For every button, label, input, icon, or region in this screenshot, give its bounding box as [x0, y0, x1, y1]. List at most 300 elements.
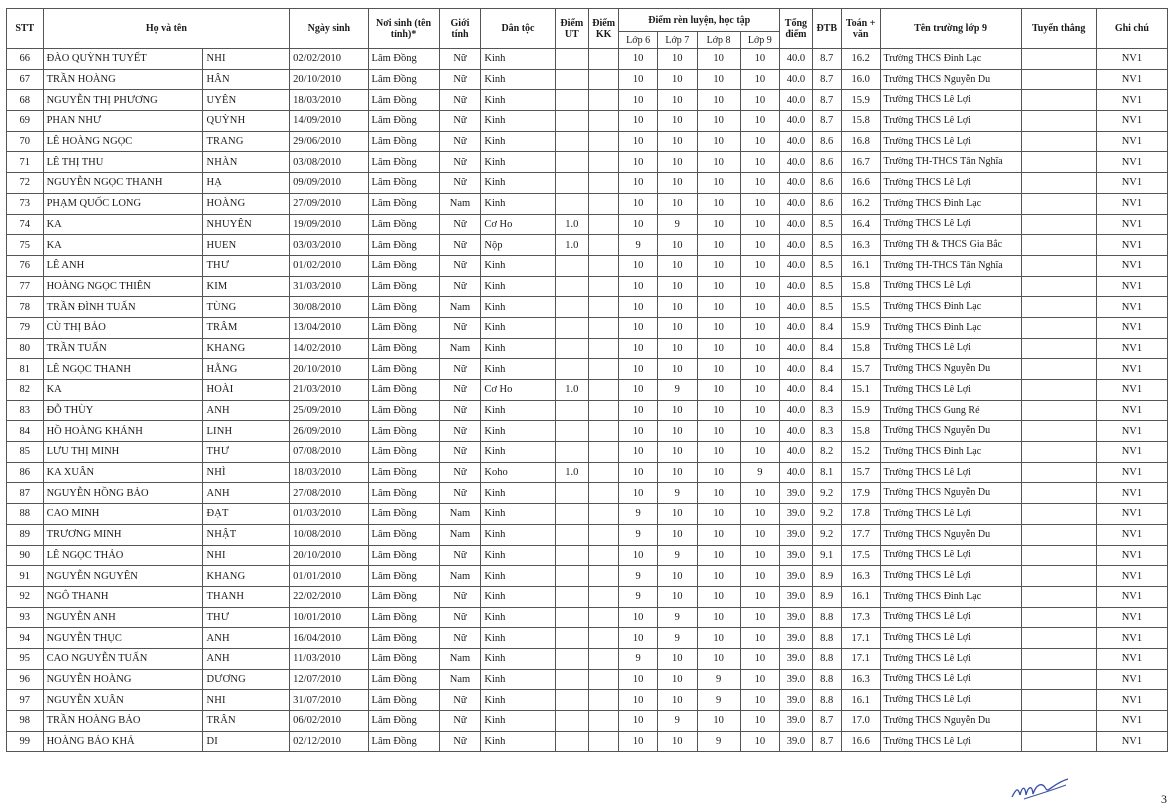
grade6-score: 10	[619, 297, 658, 318]
birthplace: Lâm Đồng	[368, 90, 439, 111]
ethnicity: Kinh	[481, 586, 555, 607]
math-literature-score: 17.8	[841, 504, 880, 525]
grade7-score: 10	[657, 421, 697, 442]
total-score: 40.0	[780, 173, 812, 194]
birthplace: Lâm Đồng	[368, 504, 439, 525]
total-score: 40.0	[780, 462, 812, 483]
direct-admission	[1021, 607, 1096, 628]
grade6-score: 10	[619, 338, 658, 359]
grade6-score: 10	[619, 690, 658, 711]
grade6-score: 10	[619, 193, 658, 214]
given-name: HẰNG	[203, 359, 290, 380]
gender: Nữ	[439, 380, 481, 401]
bonus-points	[589, 111, 619, 132]
grade6-score: 10	[619, 731, 658, 752]
direct-admission	[1021, 524, 1096, 545]
total-score: 40.0	[780, 90, 812, 111]
grade8-score: 10	[697, 380, 740, 401]
note: NV1	[1096, 628, 1167, 649]
bonus-points	[589, 235, 619, 256]
date-of-birth: 21/03/2010	[290, 380, 368, 401]
row-number: 73	[7, 193, 44, 214]
ethnicity: Kinh	[481, 669, 555, 690]
last-name: NGUYỄN HỒNG BẢO	[43, 483, 203, 504]
given-name: TRÂN	[203, 711, 290, 732]
ethnicity: Koho	[481, 462, 555, 483]
average-score: 8.8	[812, 648, 841, 669]
math-literature-score: 15.9	[841, 90, 880, 111]
grade8-score: 10	[697, 276, 740, 297]
grade8-score: 10	[697, 400, 740, 421]
grade7-score: 10	[657, 669, 697, 690]
grade8-score: 10	[697, 152, 740, 173]
priority-points	[555, 648, 588, 669]
total-score: 40.0	[780, 255, 812, 276]
priority-points	[555, 338, 588, 359]
date-of-birth: 25/09/2010	[290, 400, 368, 421]
grade8-score: 10	[697, 359, 740, 380]
grade7-score: 10	[657, 359, 697, 380]
direct-admission	[1021, 648, 1096, 669]
table-row	[7, 400, 1168, 421]
table-row	[7, 338, 1168, 359]
row-number: 67	[7, 69, 44, 90]
last-name: TRẦN ĐÌNH TUẤN	[43, 297, 203, 318]
math-literature-score: 17.3	[841, 607, 880, 628]
signature-mark	[1010, 775, 1070, 803]
grade7-score: 9	[657, 214, 697, 235]
school-name: Trường THCS Lê Lợi	[880, 173, 1021, 194]
bonus-points	[589, 607, 619, 628]
ethnicity: Kinh	[481, 628, 555, 649]
math-literature-score: 15.9	[841, 400, 880, 421]
bonus-points	[589, 90, 619, 111]
table-row	[7, 111, 1168, 132]
ethnicity: Kinh	[481, 648, 555, 669]
birthplace: Lâm Đồng	[368, 731, 439, 752]
given-name: DI	[203, 731, 290, 752]
table-row	[7, 131, 1168, 152]
row-number: 79	[7, 317, 44, 338]
row-number: 93	[7, 607, 44, 628]
last-name: HOÀNG BẢO KHẢ	[43, 731, 203, 752]
birthplace: Lâm Đồng	[368, 276, 439, 297]
average-score: 8.3	[812, 421, 841, 442]
note: NV1	[1096, 69, 1167, 90]
school-name: Trường THCS Lê Lợi	[880, 669, 1021, 690]
row-number: 96	[7, 669, 44, 690]
note: NV1	[1096, 731, 1167, 752]
given-name: HOÀI	[203, 380, 290, 401]
grade6-score: 10	[619, 111, 658, 132]
row-number: 77	[7, 276, 44, 297]
grade8-score: 10	[697, 173, 740, 194]
ethnicity: Kinh	[481, 545, 555, 566]
birthplace: Lâm Đồng	[368, 297, 439, 318]
last-name: NGUYỄN NGUYÊN	[43, 566, 203, 587]
priority-points	[555, 317, 588, 338]
birthplace: Lâm Đồng	[368, 648, 439, 669]
grade8-score: 10	[697, 193, 740, 214]
birthplace: Lâm Đồng	[368, 462, 439, 483]
grade6-score: 9	[619, 586, 658, 607]
priority-points	[555, 566, 588, 587]
grade6-score: 10	[619, 173, 658, 194]
birthplace: Lâm Đồng	[368, 317, 439, 338]
table-row	[7, 380, 1168, 401]
average-score: 8.4	[812, 359, 841, 380]
direct-admission	[1021, 338, 1096, 359]
grade8-score: 10	[697, 214, 740, 235]
math-literature-score: 16.3	[841, 669, 880, 690]
row-number: 70	[7, 131, 44, 152]
table-row	[7, 607, 1168, 628]
average-score: 8.8	[812, 690, 841, 711]
average-score: 8.4	[812, 380, 841, 401]
average-score: 9.2	[812, 483, 841, 504]
math-literature-score: 17.1	[841, 648, 880, 669]
bonus-points	[589, 690, 619, 711]
grade9-score: 10	[740, 524, 780, 545]
row-number: 83	[7, 400, 44, 421]
gender: Nam	[439, 504, 481, 525]
grade6-score: 9	[619, 524, 658, 545]
note: NV1	[1096, 152, 1167, 173]
row-number: 74	[7, 214, 44, 235]
total-score: 39.0	[780, 669, 812, 690]
given-name: HẠ	[203, 173, 290, 194]
bonus-points	[589, 545, 619, 566]
date-of-birth: 27/09/2010	[290, 193, 368, 214]
ethnicity: Kinh	[481, 607, 555, 628]
birthplace: Lâm Đồng	[368, 193, 439, 214]
ethnicity: Kinh	[481, 566, 555, 587]
given-name: NHẬT	[203, 524, 290, 545]
grade8-score: 10	[697, 317, 740, 338]
table-row	[7, 152, 1168, 173]
grade9-score: 10	[740, 421, 780, 442]
grade7-score: 10	[657, 49, 697, 70]
priority-points	[555, 255, 588, 276]
ethnicity: Kinh	[481, 69, 555, 90]
gender: Nữ	[439, 628, 481, 649]
grade9-score: 10	[740, 235, 780, 256]
math-literature-score: 16.4	[841, 214, 880, 235]
last-name: HỒ HOÀNG KHÁNH	[43, 421, 203, 442]
date-of-birth: 31/03/2010	[290, 276, 368, 297]
note: NV1	[1096, 173, 1167, 194]
given-name: ANH	[203, 628, 290, 649]
grade8-score: 10	[697, 69, 740, 90]
average-score: 8.9	[812, 566, 841, 587]
total-score: 40.0	[780, 297, 812, 318]
grade6-score: 10	[619, 669, 658, 690]
ethnicity: Kinh	[481, 421, 555, 442]
total-score: 39.0	[780, 483, 812, 504]
last-name: ĐÀO QUỲNH TUYẾT	[43, 49, 203, 70]
bonus-points	[589, 131, 619, 152]
last-name: CÙ THỊ BẢO	[43, 317, 203, 338]
average-score: 8.5	[812, 214, 841, 235]
grade8-score: 10	[697, 504, 740, 525]
grade8-score: 10	[697, 524, 740, 545]
note: NV1	[1096, 90, 1167, 111]
row-number: 69	[7, 111, 44, 132]
grade6-score: 10	[619, 442, 658, 463]
priority-points	[555, 690, 588, 711]
direct-admission	[1021, 462, 1096, 483]
school-name: Trường THCS Lê Lợi	[880, 131, 1021, 152]
direct-admission	[1021, 131, 1096, 152]
grade7-score: 10	[657, 317, 697, 338]
direct-admission	[1021, 421, 1096, 442]
math-literature-score: 16.6	[841, 731, 880, 752]
direct-admission	[1021, 690, 1096, 711]
header-gender: Giới tính	[439, 9, 481, 49]
total-score: 40.0	[780, 400, 812, 421]
grade9-score: 10	[740, 545, 780, 566]
school-name: Trường THCS Nguyễn Du	[880, 483, 1021, 504]
bonus-points	[589, 628, 619, 649]
grade9-score: 9	[740, 462, 780, 483]
bonus-points	[589, 524, 619, 545]
bonus-points	[589, 566, 619, 587]
row-number: 89	[7, 524, 44, 545]
gender: Nữ	[439, 359, 481, 380]
ethnicity: Kinh	[481, 131, 555, 152]
grade9-score: 10	[740, 504, 780, 525]
row-number: 66	[7, 49, 44, 70]
direct-admission	[1021, 380, 1096, 401]
gender: Nữ	[439, 607, 481, 628]
birthplace: Lâm Đồng	[368, 400, 439, 421]
average-score: 8.5	[812, 276, 841, 297]
grade7-score: 10	[657, 442, 697, 463]
bonus-points	[589, 276, 619, 297]
total-score: 39.0	[780, 711, 812, 732]
priority-points	[555, 669, 588, 690]
priority-points	[555, 276, 588, 297]
grade9-score: 10	[740, 69, 780, 90]
bonus-points	[589, 214, 619, 235]
total-score: 40.0	[780, 338, 812, 359]
grade8-score: 9	[697, 690, 740, 711]
total-score: 39.0	[780, 628, 812, 649]
average-score: 8.7	[812, 69, 841, 90]
grade9-score: 10	[740, 586, 780, 607]
priority-points	[555, 731, 588, 752]
table-row	[7, 173, 1168, 194]
row-number: 81	[7, 359, 44, 380]
date-of-birth: 18/03/2010	[290, 462, 368, 483]
birthplace: Lâm Đồng	[368, 442, 439, 463]
bonus-points	[589, 297, 619, 318]
bonus-points	[589, 483, 619, 504]
direct-admission	[1021, 255, 1096, 276]
grade9-score: 10	[740, 49, 780, 70]
priority-points	[555, 131, 588, 152]
grade9-score: 10	[740, 255, 780, 276]
given-name: TRÂM	[203, 317, 290, 338]
gender: Nữ	[439, 173, 481, 194]
row-number: 72	[7, 173, 44, 194]
math-literature-score: 17.9	[841, 483, 880, 504]
note: NV1	[1096, 711, 1167, 732]
direct-admission	[1021, 111, 1096, 132]
total-score: 39.0	[780, 731, 812, 752]
table-row	[7, 235, 1168, 256]
ethnicity: Nộp	[481, 235, 555, 256]
bonus-points	[589, 504, 619, 525]
row-number: 84	[7, 421, 44, 442]
ethnicity: Kinh	[481, 49, 555, 70]
average-score: 8.6	[812, 131, 841, 152]
birthplace: Lâm Đồng	[368, 359, 439, 380]
gender: Nữ	[439, 400, 481, 421]
last-name: TRẦN HOÀNG	[43, 69, 203, 90]
note: NV1	[1096, 359, 1167, 380]
grade9-score: 10	[740, 338, 780, 359]
last-name: TRẦN HOÀNG BẢO	[43, 711, 203, 732]
math-literature-score: 16.0	[841, 69, 880, 90]
last-name: HOÀNG NGỌC THIÊN	[43, 276, 203, 297]
grade7-score: 9	[657, 483, 697, 504]
last-name: ĐỖ THÙY	[43, 400, 203, 421]
ethnicity: Cơ Ho	[481, 380, 555, 401]
table-row	[7, 255, 1168, 276]
direct-admission	[1021, 586, 1096, 607]
grade7-score: 10	[657, 111, 697, 132]
note: NV1	[1096, 317, 1167, 338]
direct-admission	[1021, 297, 1096, 318]
table-row	[7, 628, 1168, 649]
note: NV1	[1096, 607, 1167, 628]
grade7-score: 10	[657, 152, 697, 173]
date-of-birth: 02/02/2010	[290, 49, 368, 70]
row-number: 92	[7, 586, 44, 607]
birthplace: Lâm Đồng	[368, 690, 439, 711]
date-of-birth: 22/02/2010	[290, 586, 368, 607]
grade9-score: 10	[740, 111, 780, 132]
total-score: 40.0	[780, 193, 812, 214]
birthplace: Lâm Đồng	[368, 545, 439, 566]
grade9-score: 10	[740, 711, 780, 732]
average-score: 8.2	[812, 442, 841, 463]
table-row	[7, 586, 1168, 607]
gender: Nữ	[439, 731, 481, 752]
priority-points	[555, 152, 588, 173]
school-name: Trường THCS Đinh Lạc	[880, 193, 1021, 214]
last-name: KA	[43, 214, 203, 235]
average-score: 8.3	[812, 400, 841, 421]
given-name: HOÀNG	[203, 193, 290, 214]
header-priority-points: Điểm UT	[555, 9, 588, 49]
grade8-score: 10	[697, 235, 740, 256]
header-direct-admission: Tuyển thẳng	[1021, 9, 1096, 49]
last-name: NGUYỄN THỤC	[43, 628, 203, 649]
gender: Nam	[439, 648, 481, 669]
note: NV1	[1096, 338, 1167, 359]
school-name: Trường TH & THCS Gia Bắc	[880, 235, 1021, 256]
grade7-score: 10	[657, 690, 697, 711]
priority-points	[555, 359, 588, 380]
grade7-score: 10	[657, 731, 697, 752]
table-row	[7, 524, 1168, 545]
school-name: Trường THCS Lê Lợi	[880, 628, 1021, 649]
row-number: 99	[7, 731, 44, 752]
priority-points	[555, 111, 588, 132]
given-name: KHANG	[203, 338, 290, 359]
grade7-score: 10	[657, 504, 697, 525]
bonus-points	[589, 462, 619, 483]
priority-points	[555, 607, 588, 628]
last-name: LÊ NGỌC THẢO	[43, 545, 203, 566]
bonus-points	[589, 338, 619, 359]
grade9-score: 10	[740, 380, 780, 401]
table-body	[7, 49, 1168, 752]
date-of-birth: 13/04/2010	[290, 317, 368, 338]
grade6-score: 10	[619, 607, 658, 628]
total-score: 40.0	[780, 380, 812, 401]
school-name: Trường THCS Lê Lợi	[880, 690, 1021, 711]
grade8-score: 10	[697, 255, 740, 276]
gender: Nữ	[439, 235, 481, 256]
average-score: 8.5	[812, 235, 841, 256]
priority-points: 1.0	[555, 380, 588, 401]
total-score: 39.0	[780, 690, 812, 711]
table-row	[7, 69, 1168, 90]
grade8-score: 9	[697, 669, 740, 690]
gender: Nam	[439, 669, 481, 690]
last-name: NGUYỄN NGỌC THANH	[43, 173, 203, 194]
gender: Nam	[439, 524, 481, 545]
grade7-score: 9	[657, 628, 697, 649]
ethnicity: Kinh	[481, 193, 555, 214]
math-literature-score: 17.0	[841, 711, 880, 732]
bonus-points	[589, 648, 619, 669]
direct-admission	[1021, 49, 1096, 70]
ethnicity: Kinh	[481, 173, 555, 194]
date-of-birth: 10/01/2010	[290, 607, 368, 628]
gender: Nữ	[439, 545, 481, 566]
average-score: 8.7	[812, 111, 841, 132]
student-list-table	[6, 8, 1168, 752]
school-name: Trường THCS Lê Lợi	[880, 111, 1021, 132]
note: NV1	[1096, 111, 1167, 132]
note: NV1	[1096, 648, 1167, 669]
last-name: NGUYỄN XUÂN	[43, 690, 203, 711]
birthplace: Lâm Đồng	[368, 586, 439, 607]
given-name: ANH	[203, 648, 290, 669]
grade6-score: 10	[619, 359, 658, 380]
row-number: 68	[7, 90, 44, 111]
grade7-score: 10	[657, 193, 697, 214]
header-ethnicity: Dân tộc	[481, 9, 555, 49]
priority-points	[555, 90, 588, 111]
birthplace: Lâm Đồng	[368, 49, 439, 70]
bonus-points	[589, 400, 619, 421]
header-full-name: Họ và tên	[43, 9, 290, 49]
given-name: THANH	[203, 586, 290, 607]
gender: Nữ	[439, 90, 481, 111]
grade8-score: 10	[697, 711, 740, 732]
gender: Nam	[439, 297, 481, 318]
last-name: LÊ HOÀNG NGỌC	[43, 131, 203, 152]
priority-points	[555, 545, 588, 566]
average-score: 8.7	[812, 90, 841, 111]
last-name: NGUYỄN ANH	[43, 607, 203, 628]
date-of-birth: 01/03/2010	[290, 504, 368, 525]
